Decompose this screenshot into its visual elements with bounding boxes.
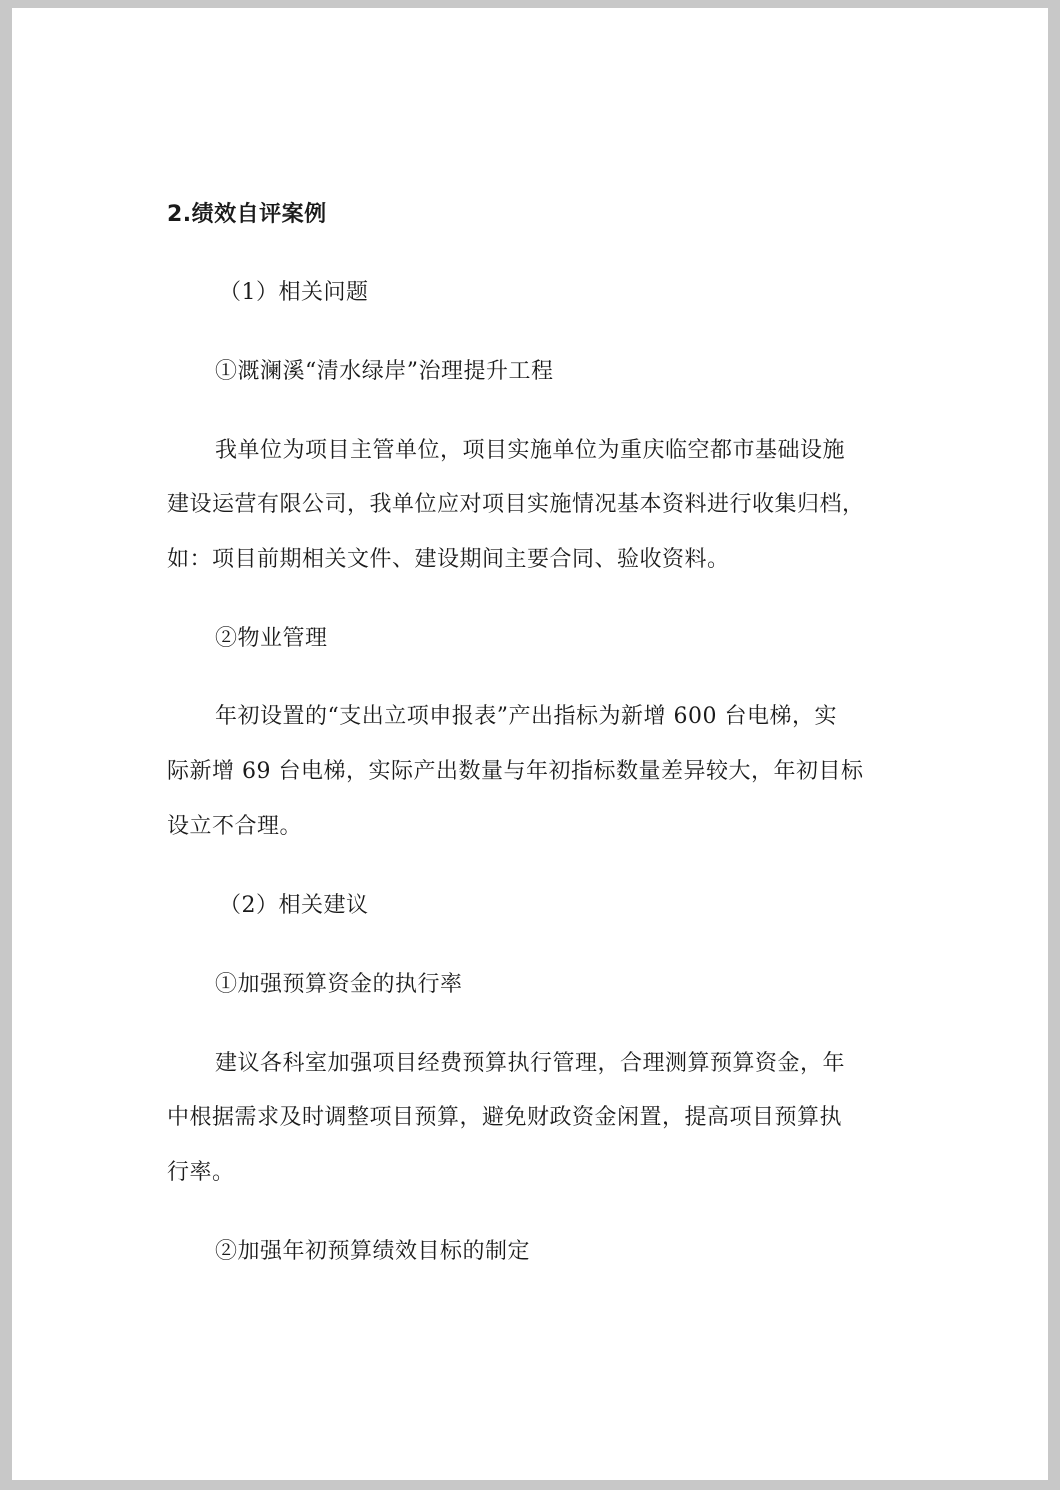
document-page <box>12 8 1048 1480</box>
section-heading: 2.绩效自评案例 <box>167 202 327 227</box>
item-2-body-line: 年初设置的“支出立项申报表”产出指标为新增 600 台电梯，实 <box>215 704 837 729</box>
item-1-body-line: 建设运营有限公司，我单位应对项目实施情况基本资料进行收集归档， <box>167 492 865 517</box>
item-3-body-line: 建议各科室加强项目经费预算执行管理，合理测算预算资金，年 <box>215 1051 846 1076</box>
item-2-body-line: 设立不合理。 <box>167 814 303 839</box>
item-2-title: ②物业管理 <box>215 626 328 651</box>
item-3-body-line: 行率。 <box>167 1160 235 1185</box>
item-3-title: ①加强预算资金的执行率 <box>215 972 463 997</box>
item-4-title: ②加强年初预算绩效目标的制定 <box>215 1239 531 1264</box>
item-2-body-line: 际新增 69 台电梯，实际产出数量与年初指标数量差异较大，年初目标 <box>167 759 864 784</box>
item-1-title: ①溉澜溪“清水绿岸”治理提升工程 <box>215 359 554 384</box>
subheading-suggestions: （2）相关建议 <box>219 893 369 918</box>
item-1-body-line: 我单位为项目主管单位，项目实施单位为重庆临空都市基础设施 <box>215 438 846 463</box>
item-1-body-line: 如：项目前期相关文件、建设期间主要合同、验收资料。 <box>167 547 730 572</box>
subheading-problems: （1）相关问题 <box>219 280 369 305</box>
item-3-body-line: 中根据需求及时调整项目预算，避免财政资金闲置，提高项目预算执 <box>167 1105 843 1130</box>
